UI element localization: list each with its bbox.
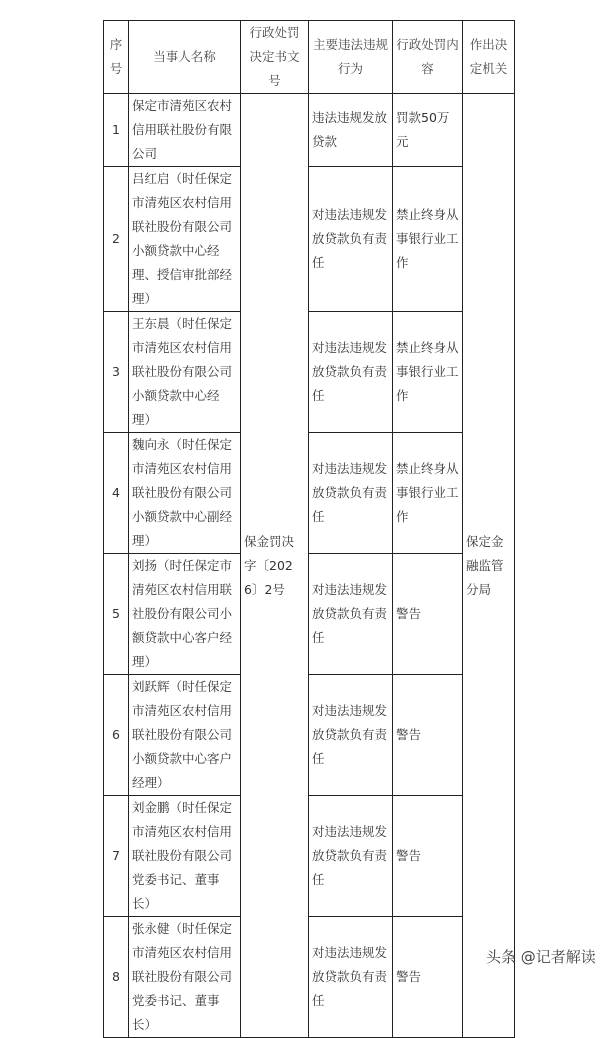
row-penalty: 警告	[393, 917, 463, 1038]
row-violation: 对违法违规发放贷款负有责任	[309, 433, 393, 554]
row-party: 王东晨（时任保定市清苑区农村信用联社股份有限公司小额贷款中心经理）	[129, 312, 241, 433]
table-row	[104, 433, 515, 554]
row-penalty: 警告	[393, 796, 463, 917]
header-authority: 作出决定机关	[463, 21, 515, 94]
table-row	[104, 94, 515, 167]
row-no: 8	[104, 917, 129, 1038]
row-penalty: 警告	[393, 675, 463, 796]
row-violation: 对违法违规发放贷款负有责任	[309, 554, 393, 675]
row-violation: 违法违规发放贷款	[309, 94, 393, 167]
row-penalty: 罚款50万元	[393, 94, 463, 167]
table-row	[104, 796, 515, 917]
row-no: 4	[104, 433, 129, 554]
row-penalty: 禁止终身从事银行业工作	[393, 433, 463, 554]
table-row	[104, 554, 515, 675]
decision-number: 保金罚决字〔2026〕2号	[241, 94, 309, 1038]
header-penalty: 行政处罚内容	[393, 21, 463, 94]
table-row	[104, 917, 515, 1038]
table-row	[104, 312, 515, 433]
penalty-table	[103, 20, 515, 1038]
row-violation: 对违法违规发放贷款负有责任	[309, 796, 393, 917]
row-no: 5	[104, 554, 129, 675]
authority: 保定金融监管分局	[463, 94, 515, 1038]
table-row	[104, 675, 515, 796]
row-violation: 对违法违规发放贷款负有责任	[309, 167, 393, 312]
header-decision-number: 行政处罚决定书文号	[241, 21, 309, 94]
row-party: 刘跃辉（时任保定市清苑区农村信用联社股份有限公司小额贷款中心客户经理）	[129, 675, 241, 796]
row-penalty: 禁止终身从事银行业工作	[393, 167, 463, 312]
table-row	[104, 167, 515, 312]
row-party: 吕红启（时任保定市清苑区农村信用联社股份有限公司小额贷款中心经理、授信审批部经理）	[129, 167, 241, 312]
header-no: 序号	[104, 21, 129, 94]
watermark: 头条 @记者解读	[486, 948, 596, 966]
row-party: 张永健（时任保定市清苑区农村信用联社股份有限公司党委书记、董事长）	[129, 917, 241, 1038]
header-party: 当事人名称	[129, 21, 241, 94]
row-party: 刘扬（时任保定市清苑区农村信用联社股份有限公司小额贷款中心客户经理）	[129, 554, 241, 675]
row-party: 魏向永（时任保定市清苑区农村信用联社股份有限公司小额贷款中心副经理）	[129, 433, 241, 554]
row-no: 3	[104, 312, 129, 433]
row-violation: 对违法违规发放贷款负有责任	[309, 312, 393, 433]
row-no: 6	[104, 675, 129, 796]
table-header-row	[104, 21, 515, 94]
row-penalty: 禁止终身从事银行业工作	[393, 312, 463, 433]
row-penalty: 警告	[393, 554, 463, 675]
header-violation: 主要违法违规行为	[309, 21, 393, 94]
row-party: 保定市清苑区农村信用联社股份有限公司	[129, 94, 241, 167]
row-violation: 对违法违规发放贷款负有责任	[309, 675, 393, 796]
row-no: 1	[104, 94, 129, 167]
row-no: 2	[104, 167, 129, 312]
row-party: 刘金鹏（时任保定市清苑区农村信用联社股份有限公司党委书记、董事长）	[129, 796, 241, 917]
row-no: 7	[104, 796, 129, 917]
row-violation: 对违法违规发放贷款负有责任	[309, 917, 393, 1038]
